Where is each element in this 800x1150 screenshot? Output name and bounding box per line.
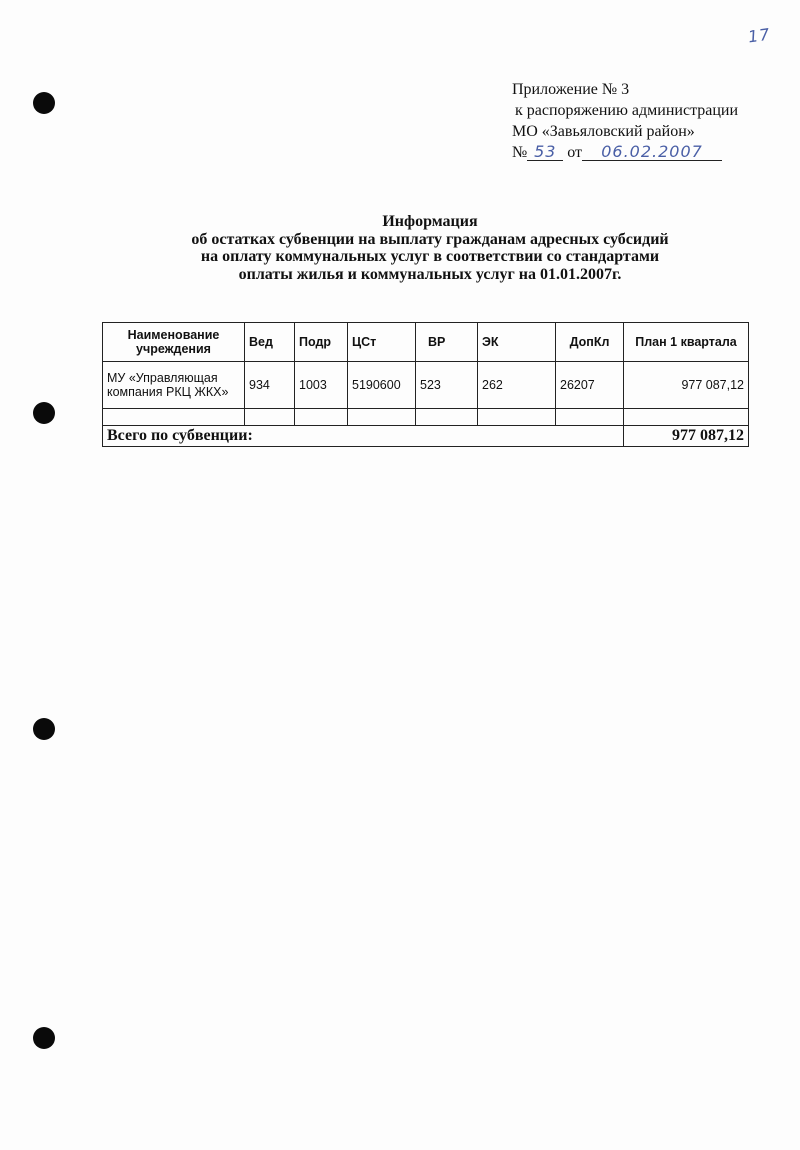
total-value: 977 087,12	[624, 426, 749, 447]
heading-line: об остатках субвенции на выплату гражданам адресных субсидий	[191, 230, 669, 248]
table-header-row	[103, 323, 749, 362]
empty-cell	[295, 409, 348, 426]
total-label: Всего по субвенции:	[103, 426, 624, 447]
order-date: 06.02.2007	[582, 144, 722, 161]
heading-line: на оплату коммунальных услуг в соответствии со стандартами	[200, 248, 660, 265]
page-number: 17	[746, 24, 772, 47]
cell-dopkl: 26207	[556, 362, 624, 409]
appendix-reference-line	[512, 142, 738, 163]
order-number: 53	[527, 144, 563, 161]
appendix-title: Приложение № 3	[512, 81, 630, 98]
document-heading	[100, 213, 760, 283]
date-prefix: от	[567, 144, 583, 161]
empty-cell	[103, 409, 245, 426]
empty-cell	[556, 409, 624, 426]
empty-cell	[624, 409, 749, 426]
cell-cst: 5190600	[348, 362, 416, 409]
appendix-block	[512, 79, 738, 163]
header-plan: План 1 квартала	[624, 323, 749, 362]
empty-cell	[416, 409, 478, 426]
subsidy-table	[102, 322, 749, 447]
table-total-row	[103, 426, 749, 447]
punch-hole	[33, 402, 55, 424]
header-ved: Вед	[245, 323, 295, 362]
header-dopkl: ДопКл	[556, 323, 624, 362]
punch-hole	[33, 92, 55, 114]
empty-cell	[245, 409, 295, 426]
cell-vr: 523	[416, 362, 478, 409]
heading-title: Информация	[382, 213, 478, 230]
cell-plan: 977 087,12	[624, 362, 749, 409]
appendix-order-line: к распоряжению администрации	[515, 102, 739, 119]
header-name: Наименование учреждения	[103, 323, 245, 362]
empty-cell	[478, 409, 556, 426]
table-row-empty	[103, 409, 749, 426]
empty-cell	[348, 409, 416, 426]
appendix-district-line: МО «Завьяловский район»	[512, 123, 695, 140]
heading-line: оплаты жилья и коммунальных услуг на 01.01.2007г.	[238, 265, 622, 283]
table-row	[103, 362, 749, 409]
header-podr: Подр	[295, 323, 348, 362]
cell-ved: 934	[245, 362, 295, 409]
punch-hole	[33, 718, 55, 740]
header-vr: ВР	[416, 323, 478, 362]
cell-name: МУ «Управляющая компания РКЦ ЖКХ»	[103, 362, 245, 409]
number-prefix: №	[512, 144, 528, 161]
header-cst: ЦСт	[348, 323, 416, 362]
header-ek: ЭК	[478, 323, 556, 362]
cell-ek: 262	[478, 362, 556, 409]
cell-podr: 1003	[295, 362, 348, 409]
punch-hole	[33, 1027, 55, 1049]
